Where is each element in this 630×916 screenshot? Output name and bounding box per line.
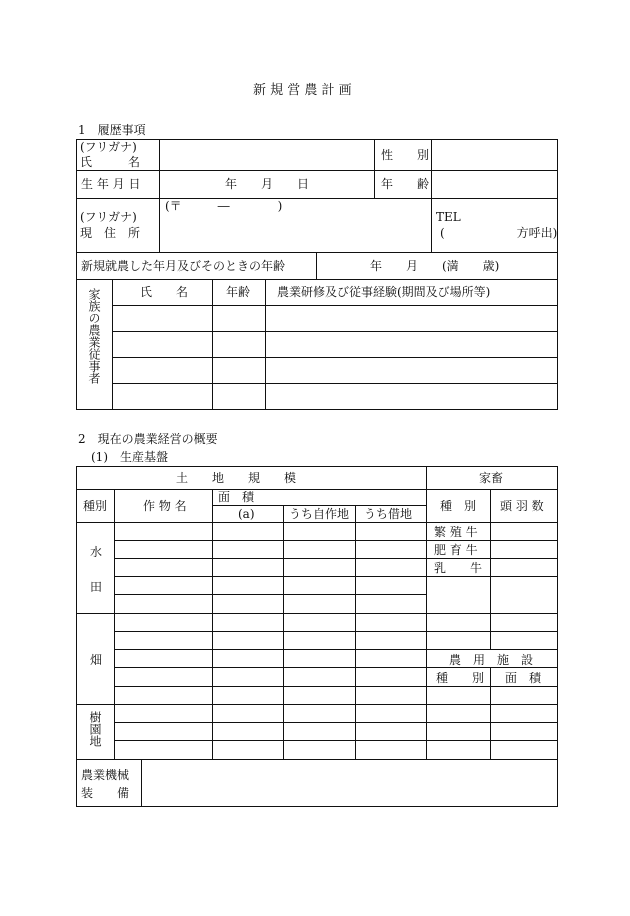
livestock-header: 家畜: [479, 471, 504, 485]
family-row[interactable]: [113, 358, 556, 383]
furigana-label: (フリガナ): [80, 140, 137, 154]
address-field[interactable]: [160, 214, 431, 251]
tel-field[interactable]: ( 方呼出): [440, 226, 558, 240]
family-row[interactable]: [113, 384, 556, 409]
address-furigana-label: (フリガナ): [80, 210, 137, 224]
paddy-label: 水: [90, 545, 103, 559]
facility-header: 農 用 施 設: [449, 653, 534, 667]
family-row[interactable]: [113, 306, 556, 331]
tel-label: TEL: [436, 210, 461, 224]
postal-code-field[interactable]: (〒 ― ): [165, 199, 283, 213]
page-title: 新 規 営 農 計 画: [253, 83, 352, 98]
livestock-col-type: 種 別: [440, 499, 477, 513]
orchard-label: 樹園地: [88, 711, 102, 747]
machinery-label: 農業機械: [81, 768, 130, 782]
land-scale-header: 土 地 規 模: [176, 471, 297, 485]
livestock-fattening-cattle: 肥 育 牛: [434, 543, 478, 557]
family-col-experience: 農業研修及び従事経験(期間及び場所等): [277, 285, 491, 299]
section2-subheading: (1) 生産基盤: [91, 450, 168, 464]
col-rented-land: うち借地: [364, 507, 413, 521]
age-field[interactable]: [432, 171, 556, 198]
new-entry-label: 新規就農した年月及びそのときの年齢: [81, 259, 286, 273]
family-col-age: 年齢: [226, 285, 251, 299]
age-label: 年 齢: [381, 177, 430, 191]
birth-label: 生 年 月 日: [81, 177, 141, 191]
upland-label: 畑: [90, 653, 103, 667]
machinery-label-2: 装 備: [81, 786, 130, 800]
sex-field[interactable]: [432, 140, 556, 170]
facility-col-type: 種 別: [436, 671, 485, 685]
new-entry-value[interactable]: 年 月 (満 歳): [370, 259, 500, 273]
col-type: 種別: [83, 499, 108, 513]
birth-value[interactable]: 年 月 日: [225, 177, 310, 191]
name-field[interactable]: [160, 140, 374, 170]
machinery-field[interactable]: [142, 760, 556, 806]
section1-heading: 1 履歴事項: [78, 123, 146, 137]
sex-label: 性 別: [381, 148, 430, 162]
section2-heading: 2 現在の農業経営の概要: [78, 432, 218, 446]
facility-col-area: 面 積: [505, 671, 542, 685]
livestock-breeding-cattle: 繁 殖 牛: [434, 525, 478, 539]
family-row[interactable]: [113, 332, 556, 357]
livestock-col-count: 頭 羽 数: [500, 499, 544, 513]
col-crop: 作 物 名: [143, 499, 187, 513]
family-col-name: 氏 名: [140, 285, 189, 299]
livestock-dairy-cattle: 乳 牛: [434, 561, 483, 575]
name-label: 氏 名: [80, 155, 141, 169]
family-label: 家族の農業従事者: [87, 288, 101, 384]
col-area-unit: (a): [238, 507, 255, 521]
address-label: 現 住 所: [80, 226, 141, 240]
col-area: 面 積: [218, 490, 255, 504]
col-own-land: うち自作地: [289, 507, 350, 521]
paddy-label-2: 田: [90, 580, 103, 594]
